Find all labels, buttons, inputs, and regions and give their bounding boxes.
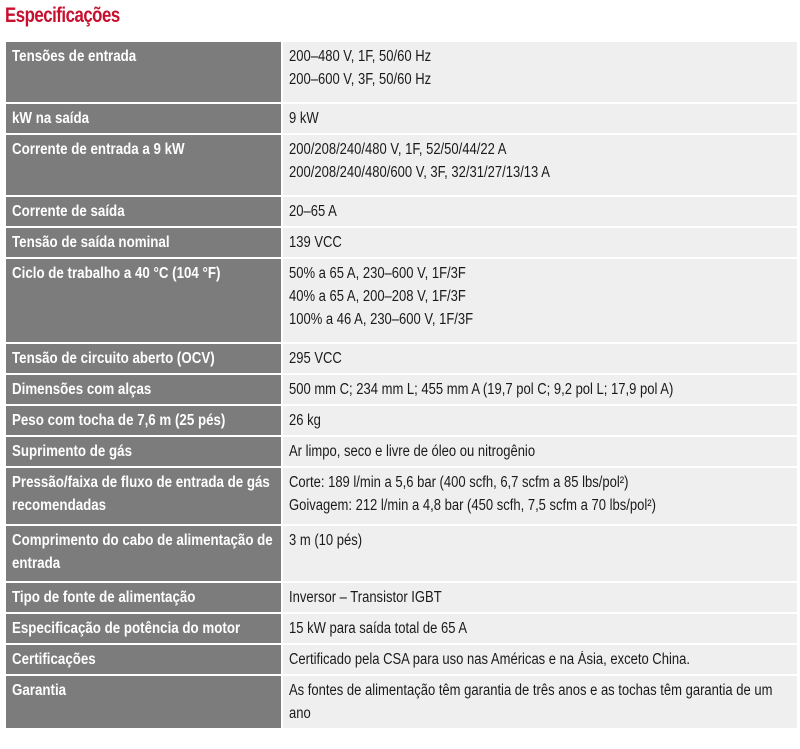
spec-row-certifications <box>5 644 798 675</box>
spec-value: 139 VCC <box>282 227 798 258</box>
spec-row-input-cable-length <box>5 525 798 582</box>
spec-value: 295 VCC <box>282 343 798 374</box>
spec-row-output-kw <box>5 103 798 134</box>
spec-value: Certificado pela CSA para uso nas Américas e na Ásia, exceto China. <box>282 644 798 675</box>
spec-row-warranty <box>5 675 798 729</box>
spec-row-gas-supply <box>5 436 798 467</box>
spec-row-input-current <box>5 134 798 196</box>
spec-value: 50% a 65 A, 230–600 V, 1F/3F 40% a 65 A, 200–208 V, 1F/3F 100% a 46 A, 230–600 V, 1F/3F <box>282 258 798 343</box>
spec-row-input-voltages <box>5 41 798 103</box>
spec-value: 15 kW para saída total de 65 A <box>282 613 798 644</box>
spec-label: Tensão de circuito aberto (OCV) <box>5 343 282 374</box>
spec-label: kW na saída <box>5 103 282 134</box>
spec-value: 26 kg <box>282 405 798 436</box>
spec-row-dimensions <box>5 374 798 405</box>
spec-value: 200–480 V, 1F, 50/60 Hz 200–600 V, 3F, 50/60 Hz <box>282 41 798 103</box>
spec-value: 200/208/240/480 V, 1F, 52/50/44/22 A 200/208/240/480/600 V, 3F, 32/31/27/13/13 A <box>282 134 798 196</box>
spec-row-power-supply-type <box>5 582 798 613</box>
spec-value: Corte: 189 l/min a 5,6 bar (400 scfh, 6,7 scfm a 85 lbs/pol²) Goivagem: 212 l/min a 4,8 bar (450 scfh, 7,5 scfm a 70 lbs/pol²) <box>282 467 798 525</box>
spec-label: Pressão/faixa de fluxo de entrada de gás recomendadas <box>5 467 282 525</box>
spec-label: Suprimento de gás <box>5 436 282 467</box>
spec-value: Inversor – Transistor IGBT <box>282 582 798 613</box>
spec-label: Certificações <box>5 644 282 675</box>
spec-row-rated-output-voltage <box>5 227 798 258</box>
spec-label: Tipo de fonte de alimentação <box>5 582 282 613</box>
spec-label: Dimensões com alças <box>5 374 282 405</box>
spec-label: Especificação de potência do motor <box>5 613 282 644</box>
spec-value: 500 mm C; 234 mm L; 455 mm A (19,7 pol C; 9,2 pol L; 17,9 pol A) <box>282 374 798 405</box>
spec-label: Peso com tocha de 7,6 m (25 pés) <box>5 405 282 436</box>
spec-row-output-current <box>5 196 798 227</box>
spec-label: Tensão de saída nominal <box>5 227 282 258</box>
spec-label: Corrente de entrada a 9 kW <box>5 134 282 196</box>
page-title: Especificações <box>5 4 120 27</box>
spec-label: Corrente de saída <box>5 196 282 227</box>
spec-value: 20–65 A <box>282 196 798 227</box>
specifications-table <box>4 40 799 730</box>
spec-value: 9 kW <box>282 103 798 134</box>
spec-label: Tensões de entrada <box>5 41 282 103</box>
spec-row-open-circuit-voltage <box>5 343 798 374</box>
spec-row-duty-cycle <box>5 258 798 343</box>
spec-value: As fontes de alimentação têm garantia de três anos e as tochas têm garantia de um ano <box>282 675 798 729</box>
spec-label: Ciclo de trabalho a 40 °C (104 °F) <box>5 258 282 343</box>
spec-label: Garantia <box>5 675 282 729</box>
spec-value: Ar limpo, seco e livre de óleo ou nitrogênio <box>282 436 798 467</box>
spec-label: Comprimento do cabo de alimentação de entrada <box>5 525 282 582</box>
spec-row-engine-power <box>5 613 798 644</box>
spec-value: 3 m (10 pés) <box>282 525 798 582</box>
spec-row-gas-pressure-flow <box>5 467 798 525</box>
spec-row-weight <box>5 405 798 436</box>
